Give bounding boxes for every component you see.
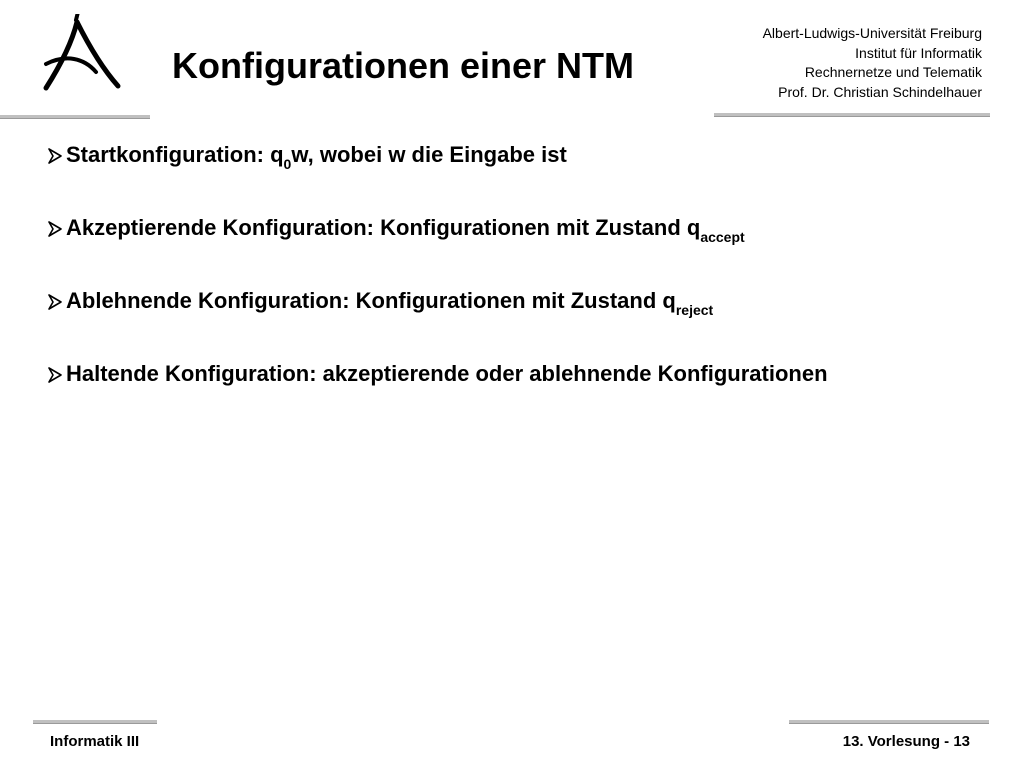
bullet-item <box>47 284 828 318</box>
bullet-text-after: w, wobei w die Eingabe ist <box>291 142 567 167</box>
arrow-bullet-icon <box>47 367 64 383</box>
bullet-item <box>47 138 828 172</box>
footer-course: Informatik III <box>50 733 140 750</box>
arrow-bullet-icon <box>47 148 64 164</box>
professor-name: Prof. Dr. Christian Schindelhauer <box>778 83 982 100</box>
bullet-list <box>47 138 828 430</box>
institute-name: Institut für Informatik <box>855 44 982 61</box>
bullet-subscript: accept <box>700 229 745 245</box>
header-rule-right <box>714 113 990 117</box>
institution-block <box>763 24 982 102</box>
bullet-subscript: reject <box>675 302 714 318</box>
bullet-subscript: 0 <box>283 156 292 172</box>
university-logo-icon <box>38 14 122 94</box>
arrow-bullet-icon <box>47 221 64 237</box>
arrow-bullet-icon <box>47 294 64 310</box>
bullet-text: Akzeptierende Konfiguration: Konfigurationen mit Zustand q <box>66 215 701 240</box>
bullet-item <box>47 211 828 245</box>
bullet-text: Haltende Konfiguration: akzeptierende oder ablehnende Konfigurationen <box>66 361 828 386</box>
footer-rule-left <box>33 720 157 724</box>
footer-rule-right <box>789 720 989 724</box>
bullet-item <box>47 357 828 391</box>
university-name: Albert-Ludwigs-Universität Freiburg <box>762 25 982 41</box>
department-name: Rechnernetze und Telematik <box>804 64 982 80</box>
bullet-text: Ablehnende Konfiguration: Konfigurationen mit Zustand q <box>66 288 676 313</box>
bullet-text: Startkonfiguration: q <box>66 142 284 167</box>
footer-slide-number: 13. Vorlesung - 13 <box>842 733 970 750</box>
page-title: Konfigurationen einer NTM <box>172 45 634 86</box>
header-rule-left <box>0 115 150 119</box>
